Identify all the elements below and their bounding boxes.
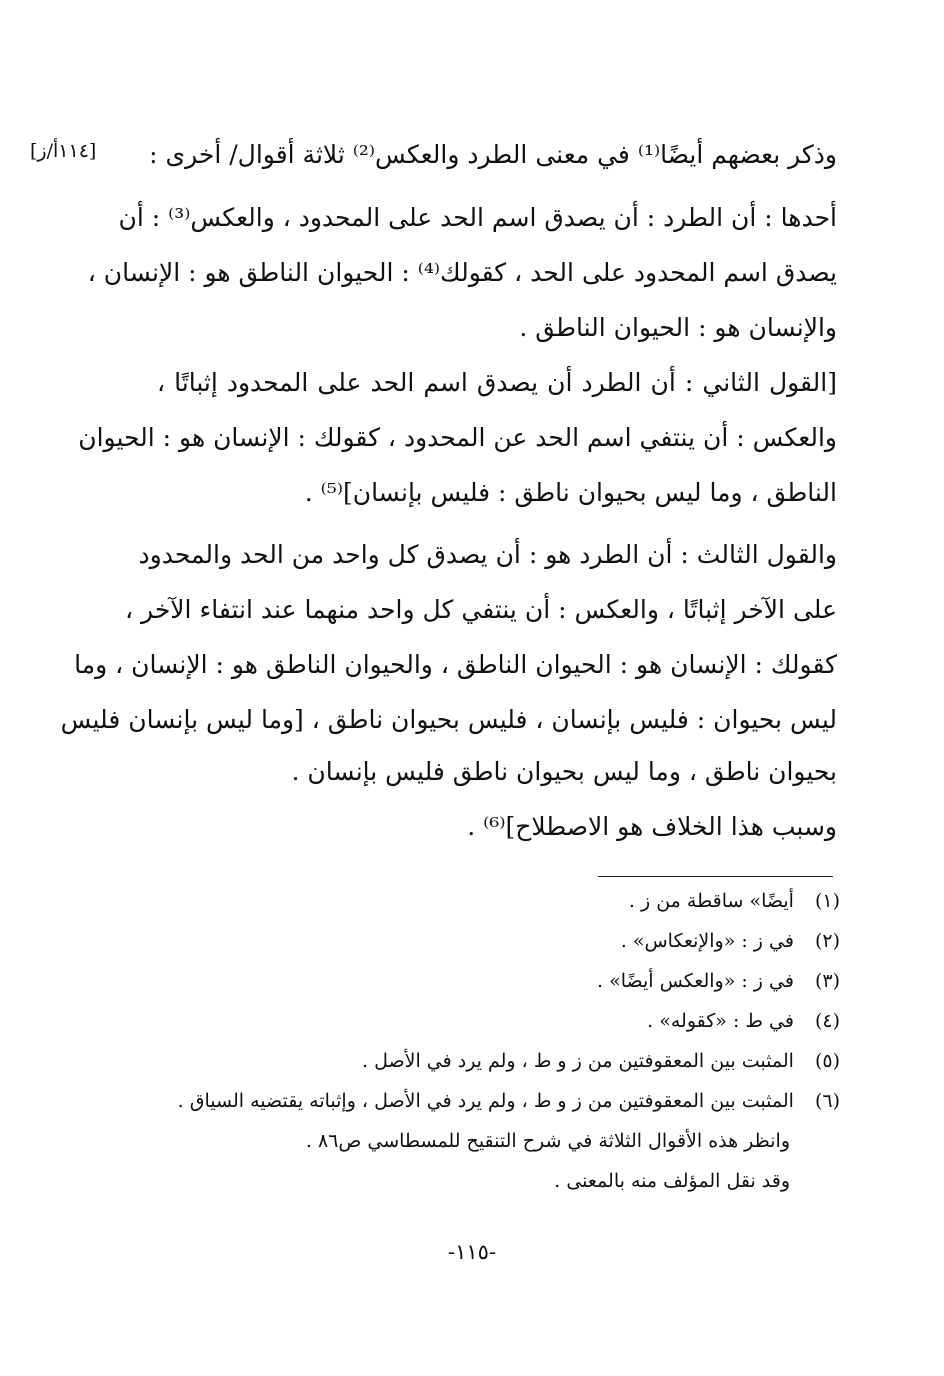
- text-line-2: أحدها : أن الطرد : أن يصدق اسم الحد على المحدود ، والعكس⁽³⁾ : أن: [118, 203, 837, 232]
- footnote-2: [621, 930, 840, 952]
- text-line-4: والإنسان هو : الحيوان الناطق .: [519, 313, 837, 342]
- text-line-11: ليس بحيوان : فليس بإنسان ، فليس بحيوان ناطق ، [وما ليس بإنسان فليس: [60, 705, 837, 734]
- footnote-number: (٤): [814, 1010, 840, 1032]
- text-line-12: بحيوان ناطق ، وما ليس بحيوان ناطق فليس بإنسان .: [291, 757, 837, 786]
- footnote-number: (٣): [814, 970, 840, 992]
- footnote-1: [629, 890, 840, 912]
- footnote-text: في ز : «والعكس أيضًا» .: [597, 970, 794, 992]
- footnote-text: المثبت بين المعقوفتين من ز و ط ، ولم يرد في الأصل ، وإثباته يقتضيه السياق .: [177, 1090, 794, 1112]
- text-line-13: وسبب هذا الخلاف هو الاصطلاح]⁽⁶⁾ .: [467, 812, 837, 841]
- text-line-8: والقول الثالث : أن الطرد هو : أن يصدق كل واحد من الحد والمحدود: [138, 540, 837, 569]
- footnote-divider: [598, 876, 833, 877]
- text-line-6: والعكس : أن ينتفي اسم الحد عن المحدود ، كقولك : الإنسان هو : الحيوان: [78, 423, 837, 452]
- footnote-number: (٢): [814, 930, 840, 952]
- footnote-text: أيضًا» ساقطة من ز .: [628, 890, 794, 912]
- text-line-9: على الآخر إثباتًا ، والعكس : أن ينتفي كل واحد منهما عند انتفاء الآخر ،: [125, 595, 837, 624]
- footnote-4: [647, 1010, 840, 1032]
- footnote-text: المثبت بين المعقوفتين من ز و ط ، ولم يرد في الأصل .: [362, 1050, 794, 1072]
- footnote-number: (٦): [814, 1090, 840, 1112]
- text-line-1: وذكر بعضهم أيضًا⁽¹⁾ في معنى الطرد والعكس⁽²⁾ ثلاثة أقوال/ أخرى :: [149, 140, 837, 169]
- footnote-text: وقد نقل المؤلف منه بالمعنى .: [554, 1170, 790, 1192]
- footnote-3: [597, 970, 840, 992]
- text-line-7: الناطق ، وما ليس بحيوان ناطق : فليس بإنسان]⁽⁵⁾ .: [304, 478, 837, 507]
- footnote-6-continuation: [554, 1170, 790, 1192]
- footnote-5: [362, 1050, 840, 1072]
- text-line-5: [القول الثاني : أن الطرد أن يصدق اسم الحد على المحدود إثباتًا ،: [157, 368, 837, 397]
- footnote-6-continuation: [306, 1130, 790, 1152]
- footnote-text: في ط : «كقوله» .: [647, 1010, 794, 1032]
- footnote-number: (٥): [814, 1050, 840, 1072]
- text-line-10: كقولك : الإنسان هو : الحيوان الناطق ، والحيوان الناطق هو : الإنسان ، وما: [74, 650, 837, 679]
- footnote-text: وانظر هذه الأقوال الثلاثة في شرح التنقيح للمسطاسي ص٨٦ .: [305, 1130, 790, 1152]
- page-number: -١١٥-: [447, 1240, 497, 1264]
- footnote-text: في ز : «والإنعكاس» .: [620, 930, 794, 952]
- text-line-3: يصدق اسم المحدود على الحد ، كقولك⁽⁴⁾ : الحيوان الناطق هو : الإنسان ،: [87, 258, 837, 287]
- footnote-6: [178, 1090, 840, 1112]
- footnote-number: (١): [814, 890, 840, 912]
- manuscript-folio-reference: [١١٤أ/ز]: [30, 140, 97, 162]
